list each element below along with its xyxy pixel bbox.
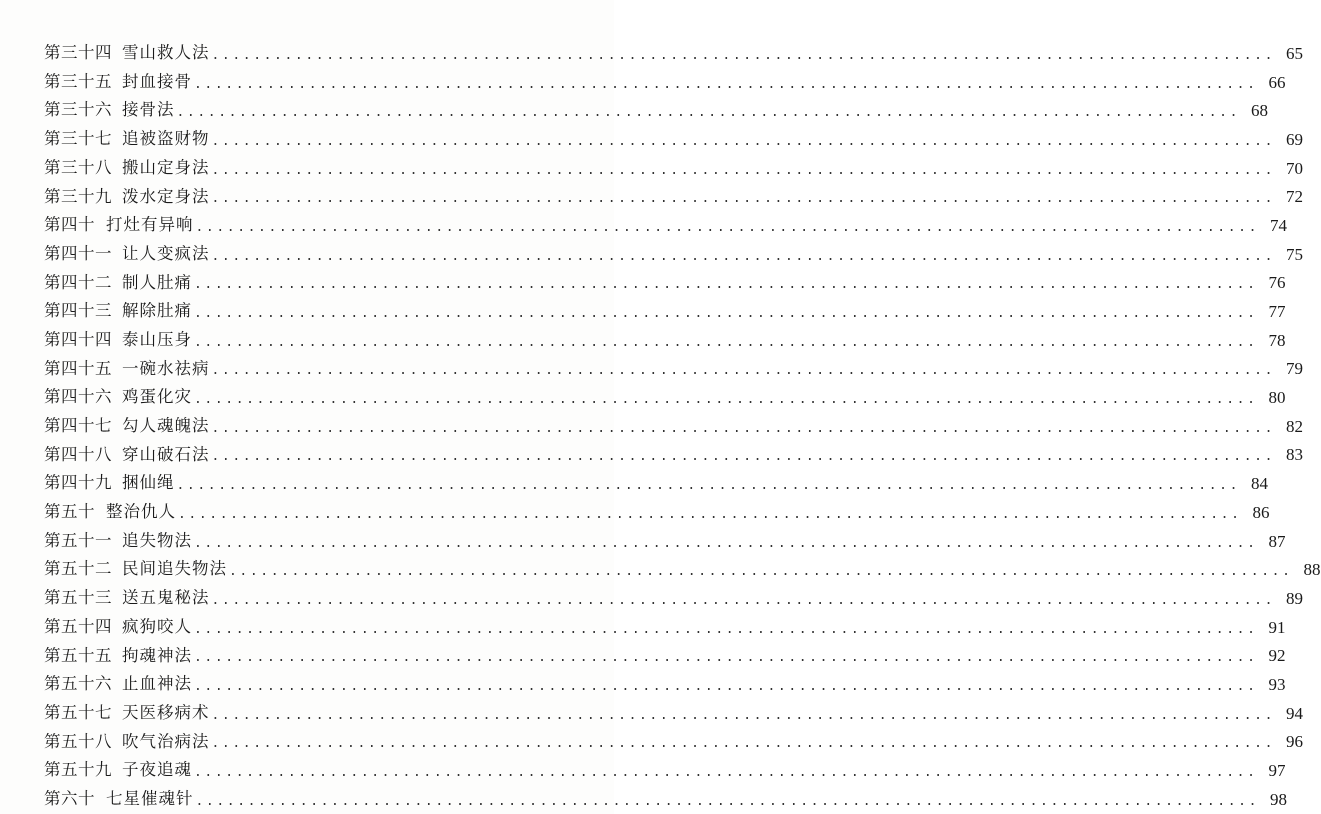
page-number: 75 (1286, 244, 1304, 264)
chapter-number: 第四十九 (44, 473, 112, 493)
chapter-number: 第四十七 (44, 416, 112, 436)
page-number: 93 (1268, 674, 1286, 694)
chapter-title: 泼水定身法 (122, 186, 210, 206)
toc-entry (44, 383, 1286, 412)
page-number: 82 (1286, 416, 1304, 436)
toc-entry (44, 441, 1304, 470)
dot-leader: ...................................................................................................... (229, 564, 1293, 580)
chapter-title: 吹气治病法 (122, 731, 210, 751)
page-number: 91 (1268, 617, 1286, 637)
page-number: 68 (1251, 101, 1269, 121)
chapter-title: 鸡蛋化灾 (122, 387, 192, 407)
page-number: 69 (1286, 129, 1304, 149)
chapter-title: 制人肚痛 (122, 272, 192, 292)
chapter-title: 追被盗财物 (122, 129, 210, 149)
chapter-title: 解除肚痛 (122, 301, 192, 321)
chapter-number: 第三十九 (44, 186, 112, 206)
chapter-title: 拘魂神法 (122, 645, 192, 665)
dot-leader: ...................................................................................................... (211, 47, 1276, 63)
page-number: 72 (1286, 187, 1304, 207)
toc-entry (44, 68, 1286, 97)
page-number: 74 (1270, 215, 1288, 235)
chapter-number: 第五十五 (44, 645, 112, 665)
dot-leader: ...................................................................................................... (194, 621, 1258, 637)
chapter-title: 追失物法 (122, 530, 192, 550)
chapter-title: 捆仙绳 (122, 473, 175, 493)
chapter-title: 封血接骨 (122, 71, 192, 91)
dot-leader: ...................................................................................................... (211, 736, 1276, 752)
chapter-number: 第三十六 (44, 100, 112, 120)
chapter-title: 止血神法 (122, 674, 192, 694)
chapter-title: 整治仇人 (106, 502, 176, 522)
chapter-number: 第四十五 (44, 358, 112, 378)
toc-entry (44, 641, 1286, 670)
chapter-number: 第四十四 (44, 329, 112, 349)
chapter-number: 第三十五 (44, 71, 112, 91)
table-of-contents (44, 39, 1321, 814)
dot-leader: ...................................................................................................... (194, 277, 1258, 293)
dot-leader: ...................................................................................................... (211, 707, 1276, 723)
toc-entry (44, 125, 1304, 154)
toc-entry (44, 613, 1286, 642)
chapter-title: 送五鬼秘法 (122, 588, 210, 608)
chapter-title: 七星催魂针 (106, 788, 194, 808)
toc-entry (44, 269, 1286, 298)
chapter-number: 第四十一 (44, 243, 112, 263)
page-number: 66 (1268, 72, 1286, 92)
toc-entry (44, 240, 1304, 269)
chapter-number: 第四十六 (44, 387, 112, 407)
dot-leader: ...................................................................................................... (211, 191, 1276, 207)
toc-entry (44, 297, 1286, 326)
dot-leader: ...................................................................................................... (194, 76, 1258, 92)
page-number: 97 (1268, 761, 1286, 781)
chapter-number: 第五十九 (44, 760, 112, 780)
dot-leader: ...................................................................................................... (176, 105, 1241, 121)
page-number: 83 (1286, 445, 1304, 465)
dot-leader: ...................................................................................................... (211, 248, 1276, 264)
dot-leader: ...................................................................................................... (211, 162, 1276, 178)
chapter-title: 雪山救人法 (122, 43, 210, 63)
toc-entry (44, 584, 1304, 613)
chapter-title: 疯狗咬人 (122, 616, 192, 636)
dot-leader: ...................................................................................................... (195, 219, 1260, 235)
chapter-number: 第五十七 (44, 702, 112, 722)
toc-entry (44, 355, 1304, 384)
chapter-number: 第五十三 (44, 588, 112, 608)
toc-entry (44, 498, 1270, 527)
toc-entry (44, 670, 1286, 699)
page-number: 65 (1286, 43, 1304, 63)
chapter-title: 穿山破石法 (122, 444, 210, 464)
page-number: 80 (1268, 388, 1286, 408)
page-number: 94 (1286, 703, 1304, 723)
chapter-number: 第三十八 (44, 157, 112, 177)
dot-leader: ...................................................................................................... (178, 506, 1242, 522)
chapter-number: 第五十六 (44, 674, 112, 694)
page-number: 84 (1251, 474, 1269, 494)
chapter-title: 搬山定身法 (122, 157, 210, 177)
page-number: 77 (1268, 302, 1286, 322)
chapter-title: 民间追失物法 (122, 559, 227, 579)
dot-leader: ...................................................................................................... (194, 306, 1258, 322)
dot-leader: ...................................................................................................... (211, 363, 1276, 379)
dot-leader: ...................................................................................................... (194, 765, 1258, 781)
dot-leader: ...................................................................................................... (194, 650, 1258, 666)
page-number: 79 (1286, 359, 1304, 379)
chapter-number: 第五十二 (44, 559, 112, 579)
toc-entry (44, 39, 1304, 68)
toc-entry (44, 756, 1286, 785)
toc-entry (44, 211, 1288, 240)
page-number: 76 (1268, 273, 1286, 293)
chapter-title: 天医移病术 (122, 702, 210, 722)
dot-leader: ...................................................................................................... (194, 678, 1258, 694)
page-number: 86 (1252, 502, 1270, 522)
dot-leader: ...................................................................................................... (194, 392, 1258, 408)
chapter-number: 第三十七 (44, 129, 112, 149)
dot-leader: ...................................................................................................... (211, 420, 1276, 436)
chapter-title: 子夜追魂 (122, 760, 192, 780)
toc-entry (44, 469, 1269, 498)
toc-entry (44, 412, 1304, 441)
page-number: 78 (1268, 330, 1286, 350)
chapter-number: 第四十二 (44, 272, 112, 292)
chapter-title: 勾人魂魄法 (122, 416, 210, 436)
chapter-number: 第五十八 (44, 731, 112, 751)
dot-leader: ...................................................................................................... (176, 478, 1241, 494)
page-number: 96 (1286, 732, 1304, 752)
toc-entry (44, 527, 1286, 556)
toc-entry (44, 785, 1288, 814)
chapter-number: 第四十三 (44, 301, 112, 321)
chapter-title: 打灶有异响 (106, 215, 194, 235)
chapter-title: 泰山压身 (122, 329, 192, 349)
dot-leader: ...................................................................................................... (211, 449, 1276, 465)
chapter-title: 接骨法 (122, 100, 175, 120)
toc-entry (44, 154, 1304, 183)
chapter-number: 第六十 (44, 788, 95, 808)
toc-entry (44, 555, 1321, 584)
toc-entry (44, 699, 1304, 728)
chapter-number: 第三十四 (44, 43, 112, 63)
page-number: 89 (1286, 588, 1304, 608)
page-number: 92 (1268, 646, 1286, 666)
chapter-title: 让人变疯法 (122, 243, 210, 263)
chapter-number: 第五十一 (44, 530, 112, 550)
toc-entry (44, 728, 1304, 757)
page-number: 98 (1270, 789, 1288, 809)
dot-leader: ...................................................................................................... (194, 535, 1258, 551)
page-number: 87 (1268, 531, 1286, 551)
dot-leader: ...................................................................................................... (211, 592, 1276, 608)
page-number: 70 (1286, 158, 1304, 178)
chapter-number: 第四十八 (44, 444, 112, 464)
chapter-number: 第五十 (44, 502, 95, 522)
toc-entry (44, 326, 1286, 355)
toc-entry (44, 96, 1269, 125)
chapter-number: 第四十 (44, 215, 95, 235)
toc-entry (44, 182, 1304, 211)
dot-leader: ...................................................................................................... (195, 793, 1260, 809)
page-number: 88 (1303, 560, 1321, 580)
dot-leader: ...................................................................................................... (211, 133, 1276, 149)
dot-leader: ...................................................................................................... (194, 334, 1258, 350)
chapter-number: 第五十四 (44, 616, 112, 636)
chapter-title: 一碗水祛病 (122, 358, 210, 378)
